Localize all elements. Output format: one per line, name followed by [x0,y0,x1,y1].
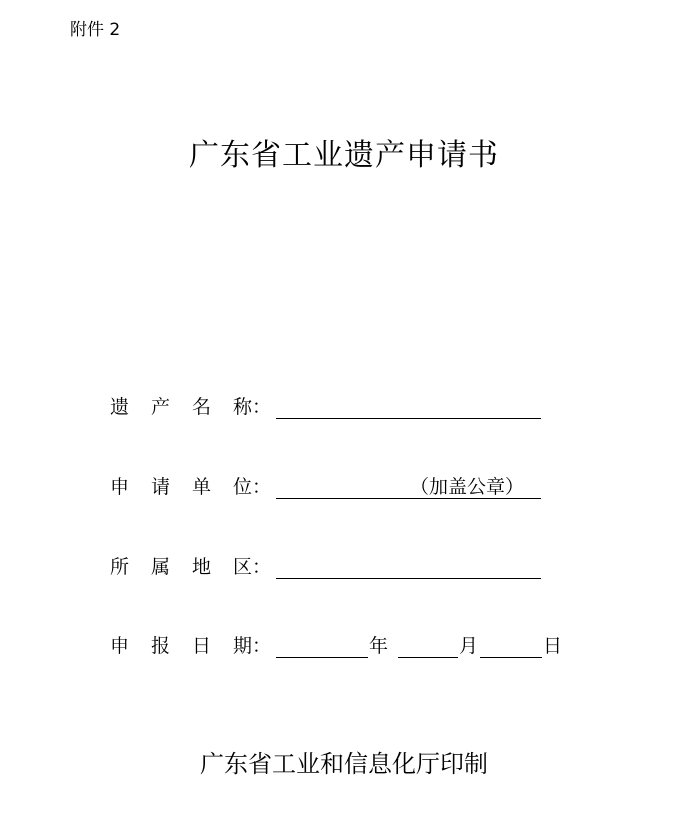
label-char: 属 [151,556,171,578]
label-char: 日 [192,635,212,657]
label-char: 单 [192,476,212,498]
label-char: 报 [151,635,171,657]
label-char: 名 [192,396,212,418]
heritage-name-label [110,394,275,420]
label-char: 期： [233,635,272,657]
label-char: 申 [110,476,130,498]
month-unit: 月 [459,635,479,657]
heritage-name-blank[interactable] [276,394,541,419]
year-blank[interactable] [276,633,368,658]
day-blank[interactable] [480,633,542,658]
region-blank[interactable] [276,554,541,579]
label-char: 位： [233,476,272,498]
attachment-label: 附件 2 [70,20,121,40]
label-char: 地 [192,556,212,578]
month-blank[interactable] [398,633,458,658]
label-char: 称： [233,396,272,418]
label-char: 申 [110,635,130,657]
applicant-unit-label [110,474,275,500]
label-char: 区： [233,556,272,578]
label-char: 遗 [110,396,130,418]
report-date-label [110,633,275,659]
day-unit: 日 [543,635,563,657]
issuer-footer: 广东省工业和信息化厅印制 [200,750,488,778]
label-char: 所 [110,556,130,578]
region-label [110,554,275,580]
seal-note: （加盖公章） [410,476,525,498]
label-char: 产 [151,396,171,418]
document-title: 广东省工业遗产申请书 [189,138,499,173]
year-unit: 年 [369,635,389,657]
label-char: 请 [151,476,171,498]
